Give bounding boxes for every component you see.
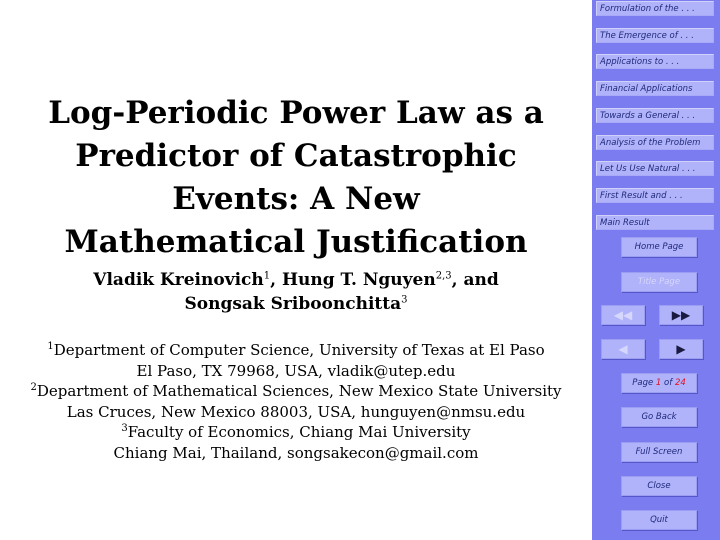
nav-item-emergence[interactable]: The Emergence of . . . [596,28,714,43]
prev-button[interactable] [601,339,645,359]
affiliations [0,340,592,464]
title-page-button[interactable]: Title Page [621,272,697,292]
paper-title [0,92,592,264]
nav-item-analysis[interactable]: Analysis of the Problem [596,135,714,150]
nav-item-formulation[interactable]: Formulation of the . . . [596,1,714,16]
affil-text: El Paso, TX 79968, USA, vladik@utep.edu [136,361,456,380]
affiliation-line [0,340,592,361]
page-total: 24 [674,378,686,388]
affiliation-line [0,361,592,382]
navigation-sidebar [592,0,720,540]
nav-item-towards-general[interactable]: Towards a General . . . [596,108,714,123]
author-affil-mark: 3 [401,294,408,306]
affiliation-line [0,443,592,464]
author-name: Hung T. Nguyen [281,270,436,290]
nav-item-financial[interactable]: Financial Applications [596,81,714,96]
page-current: 1 [655,378,662,388]
nav-item-applications[interactable]: Applications to . . . [596,54,714,69]
next-icon: ▶ [676,342,686,356]
page-indicator [621,373,697,393]
fast-forward-button[interactable] [659,305,703,325]
nav-item-natural[interactable]: Let Us Use Natural . . . [596,161,714,176]
home-page-button[interactable]: Home Page [621,237,697,257]
author-name: Songsak Sriboonchitta [184,294,402,314]
go-back-button[interactable]: Go Back [621,407,697,427]
affil-mark: 2 [30,382,37,394]
affil-text: Department of Computer Science, University of Texas at El Paso [53,341,545,359]
full-screen-button[interactable]: Full Screen [621,442,697,462]
affil-text: Faculty of Economics, Chiang Mai University [127,423,471,442]
author-and: , and [451,270,499,290]
author-affil-mark: 1 [263,270,271,282]
title-line: Predictor of Catastrophic [75,138,517,174]
prev-icon: ◀ [618,342,628,356]
fast-forward-icon: ▶▶ [671,308,691,322]
page-label: Page [632,378,654,388]
affiliation-line [0,381,592,402]
close-button[interactable]: Close [621,476,697,496]
affiliation-line [0,422,592,443]
author-name: Vladik Kreinovich [93,270,264,290]
title-line: Events: A New [172,181,420,217]
author-line [0,292,592,316]
affiliation-line [0,402,592,423]
author-affil-mark: 2,3 [435,270,452,282]
title-line: Mathematical Justification [64,224,528,260]
affil-text: Chiang Mai, Thailand, songsakecon@gmail.com [113,443,479,462]
title-line: Log-Periodic Power Law as a [48,95,544,131]
author-list [0,268,592,316]
page-of-label: of [664,378,673,388]
rewind-button[interactable] [601,305,645,325]
affil-mark: 3 [121,423,128,435]
affil-mark: 1 [47,341,54,352]
affil-text: Department of Mathematical Sciences, New Mexico State University [36,382,562,401]
quit-button[interactable]: Quit [621,510,697,530]
nav-item-first-result[interactable]: First Result and . . . [596,188,714,203]
nav-item-main-result[interactable]: Main Result [596,215,714,230]
affil-text: Las Cruces, New Mexico 88003, USA, hunguyen@nmsu.edu [66,402,526,421]
next-button[interactable] [659,339,703,359]
rewind-icon: ◀◀ [613,308,633,322]
author-line: Vladik Kreinovich$^1$, Hung T. Nguyen$^{2,3}$, and [93,270,499,290]
